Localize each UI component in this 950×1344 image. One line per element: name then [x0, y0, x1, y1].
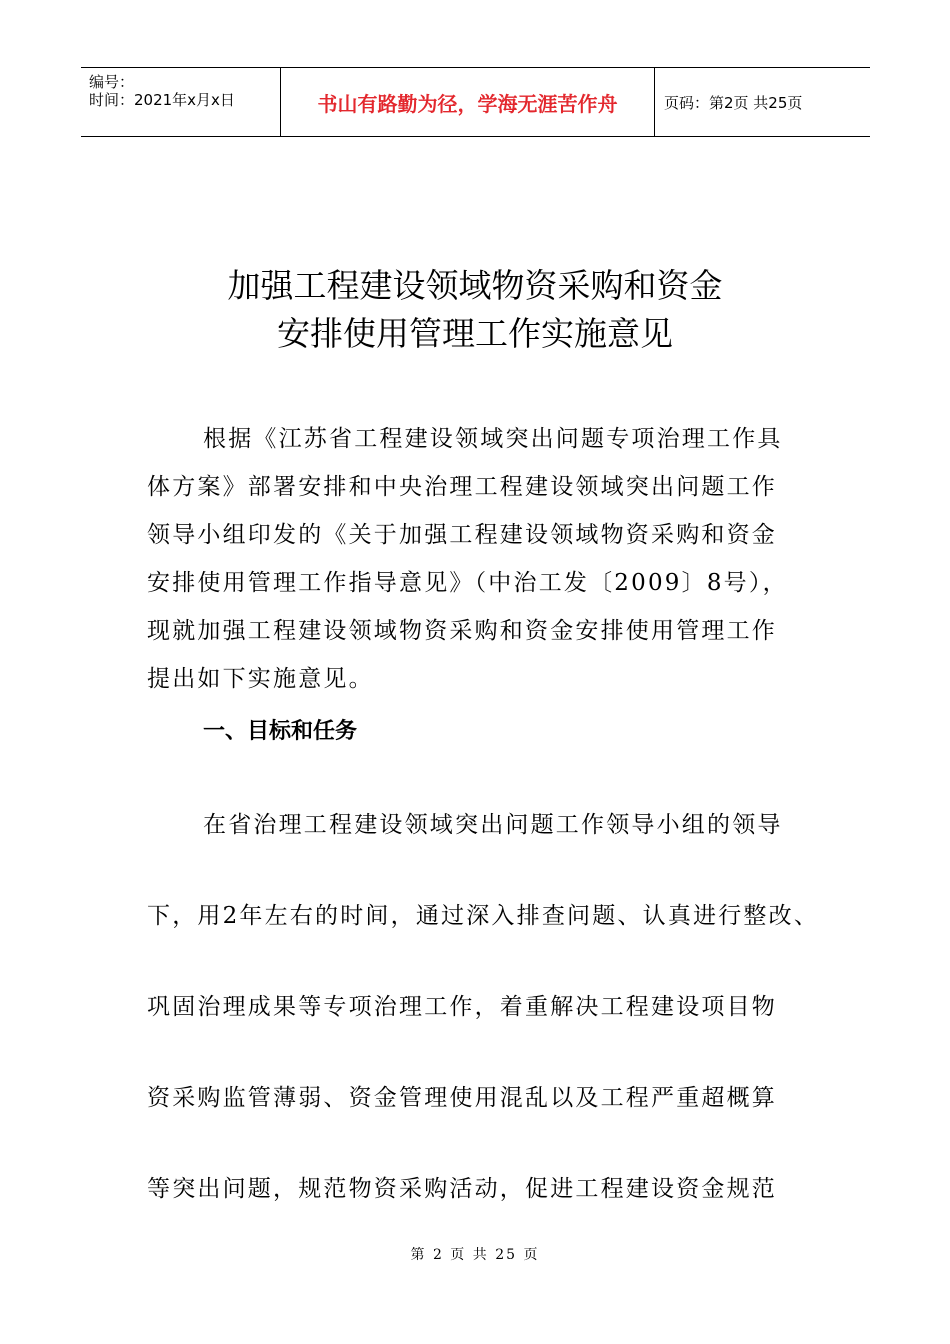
page-header [81, 67, 870, 137]
page-footer: 第 2 页 共 25 页 [410, 1247, 540, 1263]
paragraph-line: 下，用2年左右的时间，通过深入排查问题、认真进行整改、 [147, 903, 820, 929]
paragraph-line: 资采购监管薄弱、资金管理使用混乱以及工程严重超概算 [147, 1085, 777, 1111]
paragraph-line: 根据《江苏省工程建设领域突出问题专项治理工作具 [203, 426, 783, 452]
section-heading: 一、目标和任务 [203, 719, 358, 744]
document-title-line-2: 安排使用管理工作实施意见 [277, 314, 673, 353]
document-title-line-1: 加强工程建设领域物资采购和资金 [227, 266, 723, 305]
header-page-info: 页码：第2页 共25页 [664, 93, 803, 112]
header-motto: 书山有路勤为径，学海无涯苦作舟 [317, 91, 618, 116]
paragraph-line: 巩固治理成果等专项治理工作，着重解决工程建设项目物 [147, 994, 777, 1020]
section-paragraph [147, 780, 820, 1235]
paragraph-line: 等突出问题，规范物资采购活动，促进工程建设资金规范 [147, 1176, 777, 1202]
intro-paragraph [147, 415, 807, 703]
document-time-label: 时间：2021年x月x日 [89, 91, 235, 109]
header-meta [89, 73, 235, 109]
paragraph-line: 体方案》部署安排和中央治理工程建设领域突出问题工作 [147, 474, 777, 500]
document-number-label: 编号： [89, 73, 135, 91]
paragraph-line: 提出如下实施意见。 [147, 666, 374, 692]
paragraph-line: 现就加强工程建设领域物资采购和资金安排使用管理工作 [147, 618, 777, 644]
paragraph-line: 领导小组印发的《关于加强工程建设领域物资采购和资金 [147, 522, 777, 548]
paragraph-line: 在省治理工程建设领域突出问题工作领导小组的领导 [203, 812, 783, 838]
header-divider [654, 68, 655, 136]
paragraph-line: 安排使用管理工作指导意见》（中治工发〔2009〕8号）， [147, 570, 788, 596]
